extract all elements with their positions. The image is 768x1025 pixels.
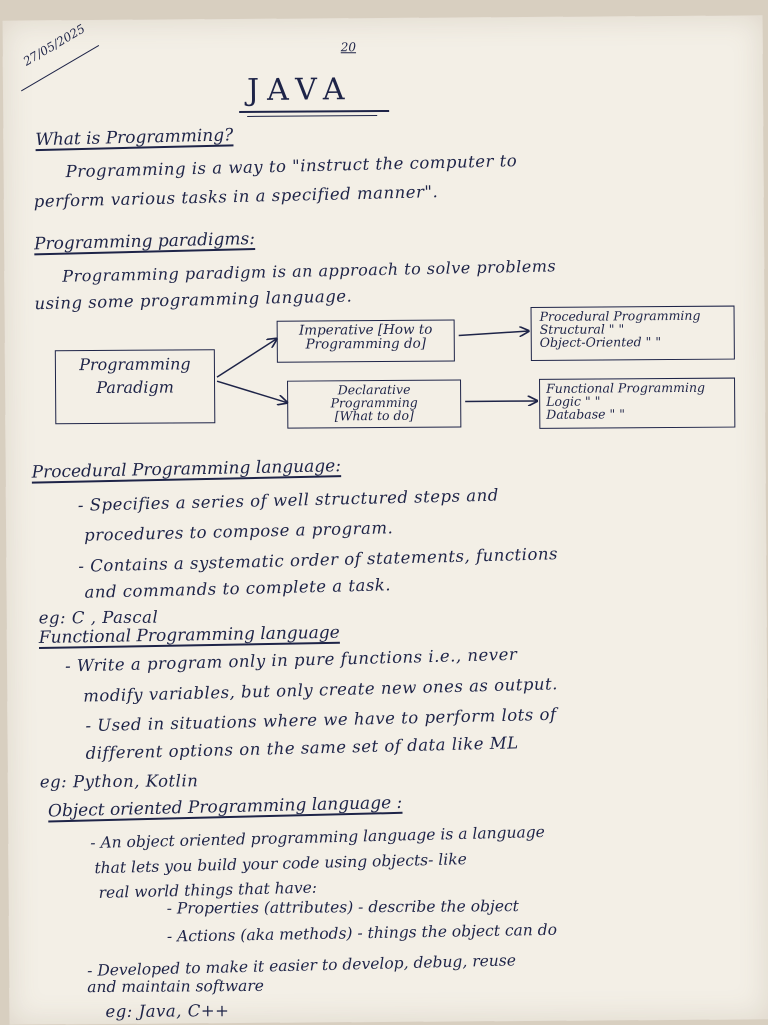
diagram-root-line-1: Programming [79, 354, 191, 375]
date: 27/05/2025 [20, 21, 88, 69]
oop-line-5: - Actions (aka methods) - things the object can do [166, 920, 558, 946]
diagram-type-database: Database " " [546, 406, 625, 423]
functional-example: eg: Python, Kotlin [39, 771, 199, 792]
arrow-imperative-to-types [459, 331, 529, 335]
oop-line-4: - Properties (attributes) - describe the object [166, 897, 519, 918]
oop-line-3: real world things that have: [98, 878, 318, 902]
procedural-line-4: and commands to complete a task. [84, 575, 392, 602]
programming-line-2: perform various tasks in a specified manner". [33, 182, 439, 211]
heading-programming-paradigms: Programming paradigms: [33, 228, 256, 255]
paradigms-line-2: using some programming language. [34, 286, 353, 314]
functional-line-2: modify variables, but only create new ones as output. [83, 674, 559, 706]
diagram-declarative-line-1: Declarative [337, 381, 411, 398]
oop-line-2: that lets you build your code using objects- like [94, 850, 467, 878]
programming-line-1: Programming is a way to "instruct the computer to [65, 151, 518, 182]
functional-line-1: - Write a program only in pure functions i.e., never [64, 644, 518, 676]
arrow-root-to-imperative [217, 339, 277, 377]
paradigms-line-1: Programming paradigm is an approach to solve problems [62, 256, 557, 286]
oop-example: eg: Java, C++ [105, 1001, 230, 1021]
procedural-line-2: procedures to compose a program. [83, 518, 394, 545]
procedural-example: eg: C , Pascal [38, 607, 159, 628]
oop-line-7: and maintain software [87, 976, 264, 997]
functional-line-4: different options on the same set of data like ML [85, 733, 519, 763]
page-title: JAVA [246, 72, 353, 108]
oop-line-1: - An object oriented programming language is a language [90, 822, 546, 853]
arrow-root-to-declarative [217, 381, 287, 403]
diagram-type-logic: Logic " " [546, 393, 601, 410]
heading-object-oriented: Object oriented Programming language : [47, 792, 403, 822]
page-number: 20 [340, 40, 357, 55]
diagram-imperative-line-2: Programming do] [305, 335, 427, 353]
diagram-type-object-oriented: Object-Oriented " " [539, 334, 662, 351]
procedural-line-3: - Contains a systematic order of statements, functions [78, 544, 559, 576]
procedural-line-1: - Specifies a series of well structured steps and [77, 485, 500, 515]
diagram-type-functional: Functional Programming [546, 379, 706, 396]
functional-line-3: - Used in situations where we have to perform lots of [85, 704, 557, 736]
arrow-declarative-to-types [465, 401, 537, 402]
heading-procedural: Procedural Programming language: [31, 456, 342, 483]
notebook-page [3, 15, 768, 1024]
diagram-root-line-2: Paradigm [96, 377, 174, 397]
diagram-type-structural: Structural " " [539, 321, 625, 338]
heading-what-is-programming: What is Programming? [35, 125, 234, 151]
diagram-declarative-line-2: Programming [330, 394, 418, 411]
heading-functional: Functional Programming language [38, 622, 340, 649]
diagram-declarative-line-3: [What to do] [334, 408, 414, 424]
diagram-type-procedural: Procedural Programming [539, 307, 701, 324]
diagram-imperative-line-1: Imperative [How to [298, 321, 433, 339]
oop-line-6: - Developed to make it easier to develop, debug, reuse [86, 951, 517, 980]
